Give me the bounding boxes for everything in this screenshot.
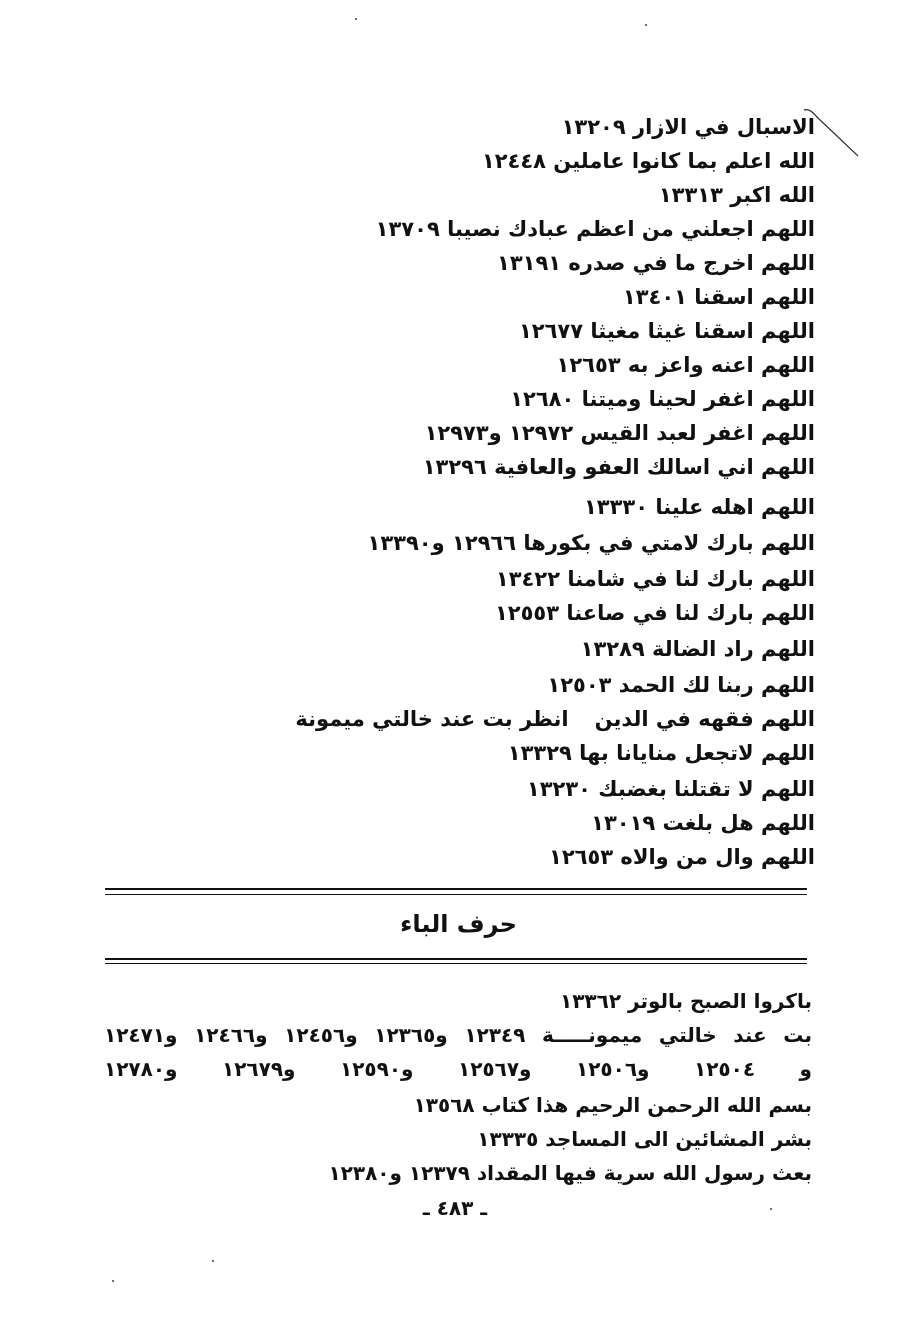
index-entry: اللهم اغفر لعبد القيس ١٢٩٧٢ و١٢٩٧٣ <box>424 421 815 445</box>
index-entry: اللهم اسقنا ١٣٤٠١ <box>622 285 815 309</box>
index-entry-text: اللهم فقهه في الدين <box>594 707 815 731</box>
index-entry: باكروا الصبح بالوتر ١٣٣٦٢ <box>560 989 812 1013</box>
index-entry: اللهم وال من والاه ١٢٦٥٣ <box>549 845 815 869</box>
index-entry: الله اكبر ١٣٣١٣ <box>658 183 815 207</box>
index-entry: اللهم ربنا لك الحمد ١٢٥٠٣ <box>547 673 815 697</box>
index-entry: بعث رسول الله سرية فيها المقداد ١٢٣٧٩ و١٢٣٨٠ <box>328 1161 812 1185</box>
index-entry: اللهم هل بلغت ١٣٠١٩ <box>591 811 815 835</box>
index-entry <box>295 704 815 734</box>
index-entry: اللهم لا تقتلنا بغضبك ١٣٢٣٠ <box>526 777 815 801</box>
section-rule-bottom <box>105 958 807 964</box>
section-heading: حرف الباء <box>400 910 517 938</box>
scan-speck <box>112 1280 114 1282</box>
index-entry: اللهم بارك لامتي في بكورها ١٢٩٦٦ و١٣٣٩٠ <box>367 531 815 555</box>
index-entry: اللهم اسقنا غيثا مغيثا ١٢٦٧٧ <box>518 319 815 343</box>
index-entry: اللهم اهله علينا ١٣٣٣٠ <box>583 495 815 519</box>
index-entry: بشر المشائين الى المساجد ١٣٣٣٥ <box>477 1127 812 1151</box>
scan-speck <box>645 24 647 26</box>
section-rule-top <box>105 888 807 895</box>
cross-reference: انظر بت عند خالتي ميمونة <box>295 707 569 731</box>
index-entry: اللهم لاتجعل منايانا بها ١٣٣٢٩ <box>507 741 815 765</box>
index-entry: اللهم اخرج ما في صدره ١٣١٩١ <box>497 251 815 275</box>
index-entry: بسم الله الرحمن الرحيم هذا كتاب ١٣٥٦٨ <box>413 1093 812 1117</box>
index-entry-continuation: و ١٢٥٠٤ و١٢٥٠٦ و١٢٥٦٧ و١٢٥٩٠ و١٢٦٧٩ و١٢٧٨٠ <box>104 1057 812 1081</box>
index-entry: اللهم راد الضالة ١٣٢٨٩ <box>580 637 815 661</box>
index-entry: الله اعلم بما كانوا عاملين ١٢٤٤٨ <box>481 149 815 173</box>
scan-speck <box>770 1208 772 1210</box>
index-entry: بت عند خالتي ميمونـــــة ١٢٣٤٩ و١٢٣٦٥ و١٢٤٥٦ و١٢٤٦٦ و١٢٤٧١ <box>104 1023 812 1047</box>
scan-speck <box>212 1260 214 1262</box>
scan-speck <box>355 18 357 20</box>
index-entry: اللهم بارك لنا في صاعنا ١٢٥٥٣ <box>494 601 815 625</box>
index-entry: اللهم اجعلني من اعظم عبادك نصيبا ١٣٧٠٩ <box>375 217 815 241</box>
index-entry: اللهم اني اسالك العفو والعافية ١٣٢٩٦ <box>422 455 815 479</box>
index-entry: اللهم بارك لنا في شامنا ١٣٤٢٢ <box>495 567 815 591</box>
index-entry: الاسبال في الازار ١٣٢٠٩ <box>561 115 815 139</box>
index-entry: اللهم اعنه واعز به ١٢٦٥٣ <box>556 353 815 377</box>
index-entry: اللهم اغفر لحينا وميتنا ١٢٦٨٠ <box>510 387 815 411</box>
page-number: ـ ٤٨٣ ـ <box>422 1196 488 1220</box>
